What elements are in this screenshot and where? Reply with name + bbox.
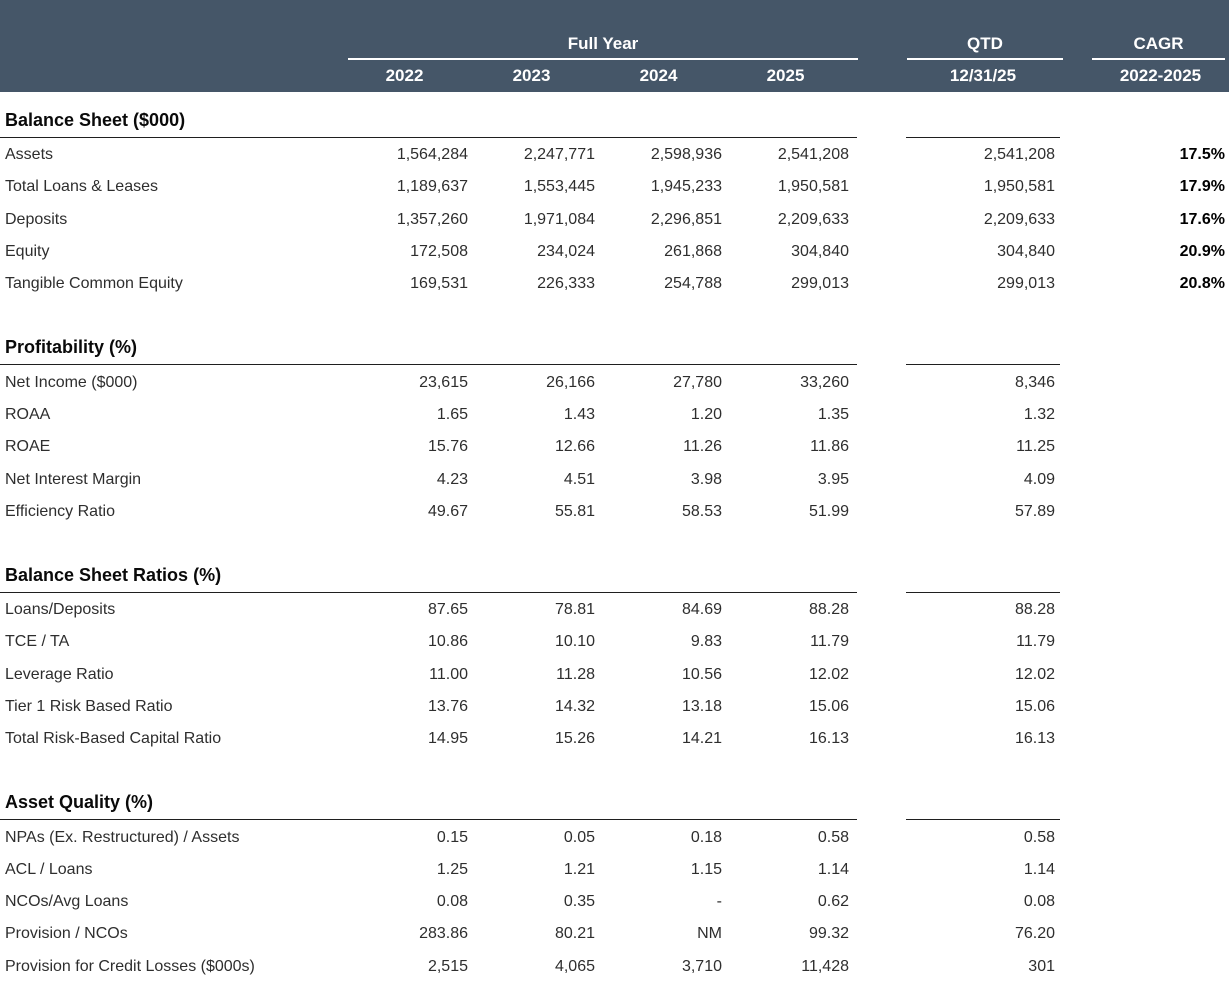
value-2022: 169,531 bbox=[410, 275, 468, 293]
value-2023: 15.26 bbox=[554, 730, 595, 748]
table-row bbox=[0, 171, 1229, 203]
value-2024: 13.18 bbox=[681, 698, 722, 715]
value-2025: 1.35 bbox=[817, 405, 849, 423]
table-row bbox=[0, 399, 1229, 431]
row-label: Provision / NCOs bbox=[5, 925, 128, 943]
value-2023: 226,333 bbox=[537, 275, 595, 293]
value-2022: 1.65 bbox=[436, 405, 468, 423]
value-2025: 299,013 bbox=[791, 275, 849, 293]
value-2024: 84.69 bbox=[681, 601, 722, 619]
section-title: Asset Quality (%) bbox=[5, 792, 154, 813]
value-2025: 51.99 bbox=[808, 502, 849, 520]
value-2023: 1.21 bbox=[563, 860, 595, 878]
value-2023: 1,553,445 bbox=[523, 178, 595, 196]
row-label: ROAE bbox=[5, 438, 51, 456]
column-header-2022: 2022 bbox=[385, 66, 424, 85]
value-2024: 2,598,936 bbox=[650, 146, 722, 164]
value-qtd: 16.13 bbox=[1014, 730, 1055, 748]
row-label: Deposits bbox=[5, 210, 68, 228]
value-2023: 1.43 bbox=[563, 405, 595, 423]
value-2024: 2,296,851 bbox=[650, 210, 722, 228]
row-label: Tangible Common Equity bbox=[5, 275, 183, 293]
value-qtd: 299,013 bbox=[997, 275, 1055, 293]
value-2024: 1.15 bbox=[690, 860, 722, 878]
value-2024: 9.83 bbox=[690, 633, 722, 651]
section-divider bbox=[0, 364, 1229, 366]
row-label: Leverage Ratio bbox=[5, 665, 114, 683]
divider-qtd-segment bbox=[906, 364, 1060, 366]
value-qtd: 1.32 bbox=[1023, 405, 1055, 423]
divider-main-segment bbox=[0, 137, 857, 139]
value-2022: 172,508 bbox=[410, 243, 468, 261]
value-2023: 10.10 bbox=[554, 633, 595, 651]
value-2023: 55.81 bbox=[554, 502, 595, 520]
table-row bbox=[0, 431, 1229, 463]
row-label: Net Interest Margin bbox=[5, 470, 142, 488]
value-2022: 1.25 bbox=[436, 860, 468, 878]
table-row bbox=[0, 204, 1229, 236]
value-2022: 4.23 bbox=[436, 470, 468, 488]
section bbox=[0, 775, 1229, 982]
value-2022: 87.65 bbox=[427, 601, 468, 619]
value-2023: 4,065 bbox=[554, 957, 595, 975]
section-title-row bbox=[0, 92, 1229, 137]
row-label: Assets bbox=[5, 146, 54, 164]
value-2023: 234,024 bbox=[537, 243, 595, 261]
divider-qtd-segment bbox=[906, 137, 1060, 139]
value-qtd: 2,209,633 bbox=[983, 210, 1055, 228]
value-2025: 11,428 bbox=[801, 957, 849, 975]
value-2024: 14.21 bbox=[681, 730, 722, 748]
value-qtd: 304,840 bbox=[997, 243, 1055, 261]
table-row bbox=[0, 854, 1229, 886]
table-row bbox=[0, 723, 1229, 755]
value-2024: 11.26 bbox=[683, 438, 722, 456]
header-group-full-year: Full Year bbox=[348, 34, 858, 60]
divider-main-segment bbox=[0, 592, 857, 594]
value-2024: 1,945,233 bbox=[650, 178, 722, 196]
section-title: Profitability (%) bbox=[5, 337, 138, 358]
row-label: ACL / Loans bbox=[5, 860, 93, 878]
table-row bbox=[0, 496, 1229, 528]
value-2024: 3.98 bbox=[690, 470, 722, 488]
value-2023: 1,971,084 bbox=[523, 210, 595, 228]
divider-qtd-segment bbox=[906, 592, 1060, 594]
value-2024: 0.18 bbox=[690, 828, 722, 846]
value-2022: 2,515 bbox=[427, 957, 468, 975]
value-2023: 4.51 bbox=[563, 470, 595, 488]
value-qtd: 1.14 bbox=[1023, 860, 1055, 878]
table-row bbox=[0, 236, 1229, 268]
table-row bbox=[0, 366, 1229, 398]
header-group-cagr: CAGR bbox=[1092, 34, 1225, 60]
table-row bbox=[0, 659, 1229, 691]
value-cagr: 17.5% bbox=[1179, 146, 1225, 164]
column-header-cagr-range: 2022-2025 bbox=[1119, 66, 1202, 85]
value-2022: 11.00 bbox=[429, 665, 468, 683]
section-divider bbox=[0, 137, 1229, 139]
value-2023: 0.35 bbox=[563, 893, 595, 911]
value-2022: 0.15 bbox=[436, 828, 468, 846]
value-qtd: 11.79 bbox=[1016, 633, 1055, 651]
value-qtd: 12.02 bbox=[1014, 665, 1055, 683]
header-group-qtd: QTD bbox=[907, 34, 1063, 60]
header-columns-row bbox=[0, 60, 1229, 92]
row-label: NCOs/Avg Loans bbox=[5, 893, 129, 911]
value-2023: 12.66 bbox=[554, 438, 595, 456]
section-title: Balance Sheet ($000) bbox=[5, 110, 186, 130]
value-2024: 254,788 bbox=[664, 275, 722, 293]
table-row bbox=[0, 139, 1229, 171]
value-2022: 49.67 bbox=[427, 502, 468, 520]
value-2024: 3,710 bbox=[681, 957, 722, 975]
row-label: Net Income ($000) bbox=[5, 373, 138, 391]
value-2025: 33,260 bbox=[800, 373, 849, 391]
table-row bbox=[0, 951, 1229, 983]
row-label: Tier 1 Risk Based Ratio bbox=[5, 698, 173, 715]
table-row bbox=[0, 821, 1229, 853]
column-header-2025: 2025 bbox=[766, 66, 805, 85]
row-label: Loans/Deposits bbox=[5, 601, 116, 619]
value-2024: 261,868 bbox=[664, 243, 722, 261]
value-2022: 23,615 bbox=[419, 373, 468, 391]
value-cagr: 20.9% bbox=[1179, 243, 1225, 261]
row-label: Efficiency Ratio bbox=[5, 502, 115, 520]
column-header-2023: 2023 bbox=[512, 66, 551, 85]
value-2022: 283.86 bbox=[419, 925, 468, 943]
column-header-2024: 2024 bbox=[639, 66, 678, 85]
section-title: Balance Sheet Ratios (%) bbox=[5, 564, 222, 585]
table-row bbox=[0, 268, 1229, 300]
section-divider bbox=[0, 819, 1229, 821]
value-qtd: 4.09 bbox=[1023, 470, 1055, 488]
value-2024: 58.53 bbox=[681, 502, 722, 520]
header-group-row bbox=[0, 12, 1229, 60]
value-2022: 15.76 bbox=[427, 438, 468, 456]
value-2025: 2,541,208 bbox=[777, 146, 849, 164]
value-2025: 0.58 bbox=[817, 828, 849, 846]
value-2025: 11.86 bbox=[810, 438, 849, 456]
value-2024: 27,780 bbox=[673, 373, 722, 391]
row-label: ROAA bbox=[5, 405, 51, 423]
value-2025: 11.79 bbox=[810, 633, 849, 651]
section-title-row bbox=[0, 775, 1229, 819]
table-row bbox=[0, 463, 1229, 495]
row-label: Provision for Credit Losses ($000s) bbox=[5, 957, 255, 975]
value-2023: 0.05 bbox=[563, 828, 595, 846]
value-2022: 0.08 bbox=[436, 893, 468, 911]
value-qtd: 0.58 bbox=[1023, 828, 1055, 846]
value-2023: 2,247,771 bbox=[523, 146, 595, 164]
value-2025: 1.14 bbox=[817, 860, 849, 878]
section-title-row bbox=[0, 320, 1229, 364]
table-row bbox=[0, 594, 1229, 626]
value-2024: NM bbox=[697, 925, 722, 943]
value-2023: 80.21 bbox=[554, 925, 595, 943]
value-cagr: 20.8% bbox=[1179, 275, 1225, 293]
row-label: NPAs (Ex. Restructured) / Assets bbox=[5, 828, 240, 846]
value-qtd: 11.25 bbox=[1016, 438, 1055, 456]
divider-main-segment bbox=[0, 819, 857, 821]
value-cagr: 17.6% bbox=[1179, 210, 1225, 228]
table-row bbox=[0, 691, 1229, 723]
row-label: Total Risk-Based Capital Ratio bbox=[5, 730, 222, 748]
value-qtd: 8,346 bbox=[1014, 373, 1055, 391]
value-2022: 1,189,637 bbox=[396, 178, 468, 196]
table-row bbox=[0, 886, 1229, 918]
value-qtd: 0.08 bbox=[1023, 893, 1055, 911]
row-label: Total Loans & Leases bbox=[5, 178, 158, 196]
value-2025: 88.28 bbox=[808, 601, 849, 619]
value-2024: - bbox=[716, 893, 722, 911]
value-qtd: 76.20 bbox=[1014, 925, 1055, 943]
value-2025: 304,840 bbox=[791, 243, 849, 261]
value-2025: 16.13 bbox=[808, 730, 849, 748]
section-title-row bbox=[0, 548, 1229, 592]
value-2022: 1,357,260 bbox=[396, 210, 468, 228]
value-2022: 14.95 bbox=[427, 730, 468, 748]
value-qtd: 2,541,208 bbox=[983, 146, 1055, 164]
value-2025: 2,209,633 bbox=[777, 210, 849, 228]
row-label: TCE / TA bbox=[5, 633, 70, 651]
section bbox=[0, 320, 1229, 527]
value-2024: 1.20 bbox=[690, 405, 722, 423]
table-header bbox=[0, 0, 1229, 92]
divider-qtd-segment bbox=[906, 819, 1060, 821]
value-qtd: 88.28 bbox=[1014, 601, 1055, 619]
value-2023: 78.81 bbox=[554, 601, 595, 619]
value-2023: 11.28 bbox=[556, 665, 595, 683]
value-2025: 12.02 bbox=[808, 665, 849, 683]
row-label: Equity bbox=[5, 243, 50, 261]
divider-main-segment bbox=[0, 364, 857, 366]
value-2025: 15.06 bbox=[808, 698, 849, 715]
value-2025: 0.62 bbox=[817, 893, 849, 911]
value-2025: 99.32 bbox=[808, 925, 849, 943]
value-2025: 1,950,581 bbox=[777, 178, 849, 196]
value-2025: 3.95 bbox=[817, 470, 849, 488]
value-2022: 10.86 bbox=[427, 633, 468, 651]
value-qtd: 301 bbox=[1028, 957, 1055, 975]
value-qtd: 57.89 bbox=[1014, 502, 1055, 520]
value-qtd: 15.06 bbox=[1014, 698, 1055, 715]
value-2022: 1,564,284 bbox=[396, 146, 468, 164]
value-2023: 26,166 bbox=[546, 373, 595, 391]
table-row bbox=[0, 918, 1229, 950]
value-2023: 14.32 bbox=[554, 698, 595, 715]
value-qtd: 1,950,581 bbox=[983, 178, 1055, 196]
table-body bbox=[0, 92, 1229, 983]
table-row bbox=[0, 626, 1229, 658]
value-2022: 13.76 bbox=[427, 698, 468, 715]
value-cagr: 17.9% bbox=[1179, 178, 1225, 196]
section bbox=[0, 548, 1229, 755]
section-divider bbox=[0, 592, 1229, 594]
value-2024: 10.56 bbox=[681, 665, 722, 683]
section bbox=[0, 92, 1229, 300]
column-header-qtd-date: 12/31/25 bbox=[949, 66, 1017, 85]
